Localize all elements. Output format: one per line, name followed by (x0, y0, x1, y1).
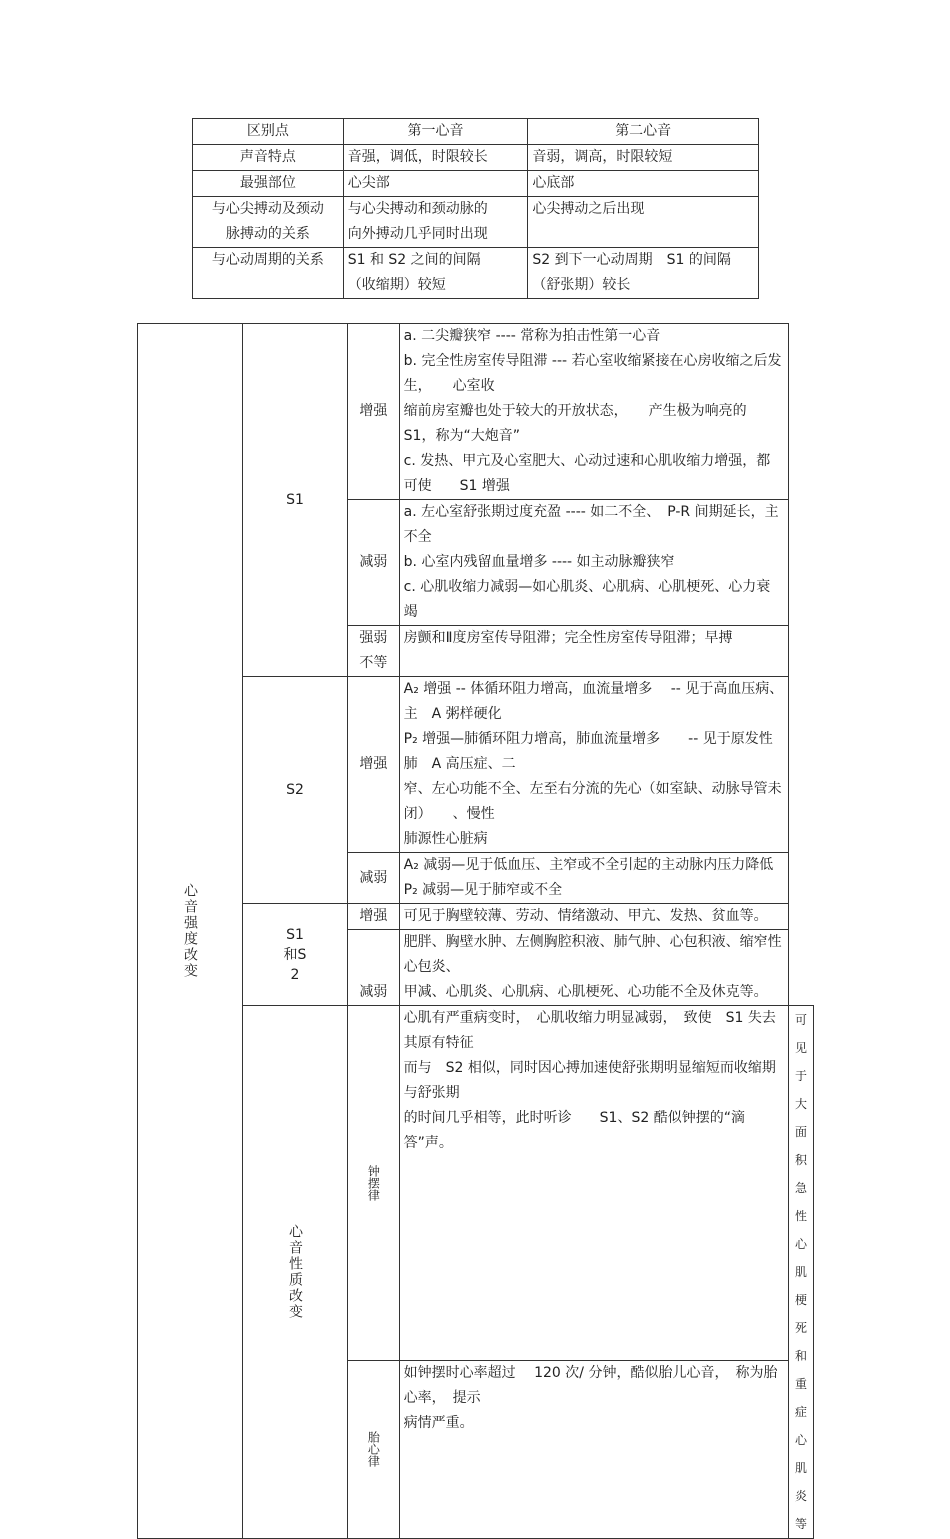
header-cell: 第二心音 (528, 119, 759, 145)
section-title: 心音强度改变 (182, 883, 198, 979)
s1-label: S1 (243, 324, 348, 677)
header-cell: 区别点 (193, 119, 344, 145)
both-increase-label: 增强 (348, 904, 400, 930)
s1-decrease-content: a. 左心室舒张期过度充盈 ---- 如二不全、 P-R 间期延长，主不全 b. 心室内残留血量增多 ---- 如主动脉瓣狭窄 c. 心肌收缩力减弱—如心肌炎、心肌病、心肌梗死、心力衰竭 (399, 500, 788, 626)
row-s1: S1 和 S2 之间的间隔 （收缩期）较短 (343, 248, 528, 299)
both-decrease-label: 减弱 (348, 930, 400, 1006)
header-cell: 第一心音 (343, 119, 528, 145)
row-s2: S2 到下一心动周期 S1 的间隔 （舒张期）较长 (528, 248, 759, 299)
both-decrease-content: 肥胖、胸壁水肿、左侧胸腔积液、肺气肿、心包积液、缩窄性心包炎、 甲减、心肌炎、心肌病、心肌梗死、心功能不全及休克等。 (399, 930, 788, 1006)
row-point: 与心尖搏动及颈动 脉搏动的关系 (193, 197, 344, 248)
s2-increase-content: A₂ 增强 -- 体循环阻力增高，血流量增多 -- 见于高血压病、主 A 粥样硬化 P₂ 增强—肺循环阻力增高，肺血流量增多 -- 见于原发性肺 A 高压症、二 窄、左心功能不全、左至右分流的先心（如室缺、动脉导管未闭） 、慢性 肺源性心脏病 (399, 677, 788, 853)
s2-increase-label: 增强 (348, 677, 400, 853)
row-s1: 心尖部 (343, 171, 528, 197)
section-title: 心音性质改变 (287, 1224, 303, 1320)
row-s2: 心底部 (528, 171, 759, 197)
table-row (138, 324, 814, 500)
table-row (193, 145, 759, 171)
table-row (193, 248, 759, 299)
section-intensity (138, 324, 243, 1539)
both-increase-content: 可见于胸壁较薄、劳动、情绪激动、甲亢、发热、贫血等。 (399, 904, 788, 930)
fetal-label: 胎心律 (348, 1360, 400, 1538)
heart-sound-changes-table (137, 323, 814, 1539)
row-point: 最强部位 (193, 171, 344, 197)
row-point: 与心动周期的关系 (193, 248, 344, 299)
pendulum-content: 心肌有严重病变时， 心肌收缩力明显减弱， 致使 S1 失去其原有特征 而与 S2 相似，同时因心搏加速使舒张期明显缩短而收缩期与舒张期 的时间几乎相等，此时听诊 S1、S2 酷似钟摆的“滴答”声。 (399, 1006, 788, 1361)
pendulum-label: 钟摆律 (348, 1006, 400, 1361)
s1-increase-content: a. 二尖瓣狭窄 ---- 常称为拍击性第一心音 b. 完全性房室传导阻滞 --- 若心室收缩紧接在心房收缩之后发生， 心室收 缩前房室瓣也处于较大的开放状态， 产生极为响亮的 S1，称为“大炮音” c. 发热、甲亢及心室肥大、心动过速和心肌收缩力增强，都可使 S1 增强 (399, 324, 788, 500)
row-s2: 音弱，调高，时限较短 (528, 145, 759, 171)
s1-increase-label: 增强 (348, 324, 400, 500)
both-label: S1和S2 (243, 904, 348, 1006)
s1-variable-label: 强弱不等 (348, 626, 400, 677)
table-row (193, 171, 759, 197)
s2-decrease-label: 减弱 (348, 853, 400, 904)
table-row (193, 197, 759, 248)
fetal-content: 如钟摆时心率超过 120 次/ 分钟，酷似胎儿心音， 称为胎心率， 提示 病情严重。 (399, 1360, 788, 1538)
section-quality (243, 1006, 348, 1539)
row-s2: 心尖搏动之后出现 (528, 197, 759, 248)
s1-s2-comparison-table (192, 118, 759, 299)
table-header-row (193, 119, 759, 145)
row-s1: 与心尖搏动和颈动脉的 向外搏动几乎同时出现 (343, 197, 528, 248)
row-s1: 音强，调低，时限较长 (343, 145, 528, 171)
s1-decrease-label: 减弱 (348, 500, 400, 626)
s2-decrease-content: A₂ 减弱—见于低血压、主窄或不全引起的主动脉内压力降低 P₂ 减弱—见于肺窄或不全 (399, 853, 788, 904)
s2-label: S2 (243, 677, 348, 904)
row-point: 声音特点 (193, 145, 344, 171)
quality-note: 可 见于 大面 积 急性 心肌 梗 死和 重症 心肌炎等 (788, 1006, 813, 1539)
s1-variable-content: 房颤和Ⅱ度房室传导阻滞；完全性房室传导阻滞；早搏 (399, 626, 788, 677)
